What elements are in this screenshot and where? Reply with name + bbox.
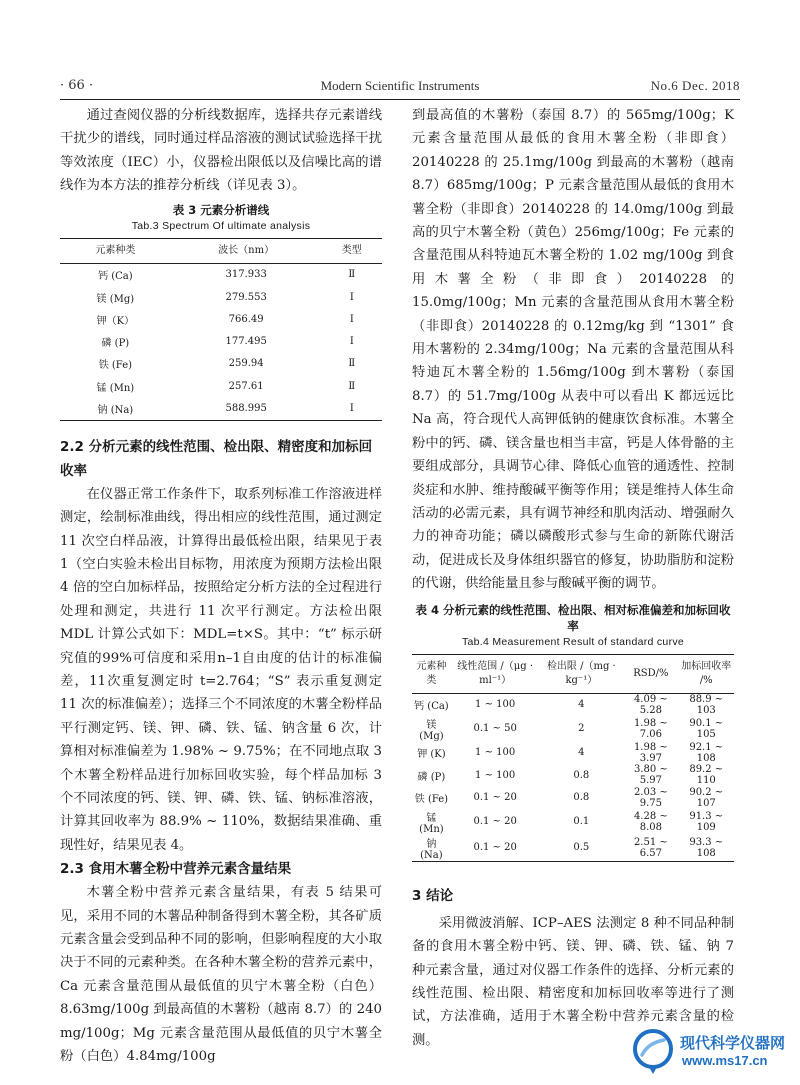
table-row [60, 353, 382, 375]
table-cell: 259.94 [228, 358, 264, 370]
table-cell: Ⅰ [322, 397, 382, 420]
table4-header: 线性范围 /（μg · ml⁻¹） [451, 654, 540, 693]
table-cell: 4 [578, 699, 585, 711]
table4-header: 元素种类 [412, 654, 451, 693]
table-row [60, 331, 382, 353]
table-row [60, 375, 382, 397]
table-cell: 1 ~ 100 [475, 769, 516, 781]
table-cell: 3.80 ~ 5.97 [633, 764, 668, 787]
table-cell: Ⅱ [348, 358, 356, 370]
table-cell: 0.1 ~ 50 [473, 723, 517, 735]
table-row [412, 786, 734, 808]
table-cell: 2.03 ~ 9.75 [633, 786, 668, 809]
table-cell: 1 ~ 100 [475, 699, 516, 711]
table-cell: 磷 (P) [417, 771, 446, 783]
table-cell: 锰 (Mn) [96, 382, 135, 394]
table-row [412, 693, 734, 716]
table4 [412, 654, 734, 862]
table-cell: 4 [578, 747, 585, 759]
table-cell: 0.5 [539, 835, 623, 862]
table-row [60, 286, 382, 308]
table-cell: 88.9 ~ 103 [689, 693, 724, 716]
table-row [412, 835, 734, 862]
left-column [60, 104, 382, 1068]
table-cell: 0.1 ~ 20 [451, 835, 540, 862]
table-cell: 0.1 ~ 20 [473, 792, 517, 804]
table-cell: 90.1 ~ 105 [689, 717, 724, 740]
table-cell: 镁 (Mg) [419, 719, 444, 742]
table3-header: 元素种类 [60, 238, 171, 263]
right-column [412, 104, 734, 1052]
table-cell: 4.09 ~ 5.28 [633, 693, 668, 716]
table-cell: 0.8 [573, 769, 590, 781]
section-2-3-heading: 2.3 食用木薯全粉中营养元素含量结果 [60, 861, 292, 878]
table-cell: 钾（K） [96, 315, 135, 327]
table4-header: RSD/% [623, 654, 678, 693]
table3-header-row [60, 238, 382, 263]
logo-emblem-icon [630, 1028, 676, 1076]
table-cell: 镁 (Mg) [96, 293, 135, 305]
table-cell: Ⅰ [349, 313, 354, 325]
table-cell: Ⅰ [349, 291, 354, 303]
header-rule [60, 99, 740, 100]
continued-paragraph: 到最高值的木薯粉（泰国 8.7）的 565mg/100g；K 元素含量范围从最低的食用木薯全粉（非即食）20140228 的 25.1mg/100g 到最高的木薯粉（越南 8.7）685mg/100g；P 元素含量范围从最低的食用木薯全粉（非即食）20140228 的 14.0mg/100g 到最高的贝宁木薯全粉（黄色）256mg/100g；Fe 元素的含量范围从科特迪瓦木薯全粉的 1.02 mg/100g 到食用木薯全粉（非即食）20140228 的 15.0mg/100g；Mn 元素的含量范围从食用木薯全粉（非即食）20140228 的 0.12mg/kg 到 “1301” 食用木薯粉的 2.34mg/100g；Na 元素的含量范围从科特迪瓦木薯全粉的 1.56mg/100g 到木薯粉（泰国 8.7）的 51.7mg/100g 从表中可以看出 K 都远远比 Na 高，符合现代人高钾低钠的健康饮食标准。木薯全粉中的钙、磷、镁含量也相当丰富，钙是人体骨骼的主要组成部分，具调节心律、降低心血管的通透性、控制炎症和水肿、维持酸碱平衡等作用；镁是维持人体生命活动的必需元素，具有调节神经和肌肉活动、增强耐久力的神奇功能；磷以磷酸形式参与生命的新陈代谢活动，促进成长及身体组织器官的修复，协助脂肪和淀粉的代谢，供给能量且参与酸碱平衡的调节。 [412, 108, 734, 592]
table-cell: 磷 (P) [101, 338, 130, 350]
table-cell: 317.933 [225, 269, 267, 281]
table-cell: 2 [578, 723, 585, 735]
journal-name: Modern Scientific Instruments [320, 78, 480, 93]
table-cell: Ⅱ [348, 380, 356, 392]
table-row [412, 742, 734, 764]
table-row [60, 308, 382, 330]
table4-header: 检出限 /（mg · kg⁻¹） [539, 654, 623, 693]
table-cell: 177.495 [225, 336, 267, 348]
table-cell: Ⅰ [349, 336, 354, 348]
table-cell: Ⅱ [348, 269, 356, 281]
table-cell: 92.1 ~ 108 [689, 741, 724, 764]
logo-name: 现代科学仪器网 [680, 1034, 786, 1052]
table-cell: 257.61 [228, 380, 264, 392]
section-2-2-heading: 2.2 分析元素的线性范围、检出限、精密度和加标回收率 [60, 438, 373, 479]
table-cell: 0.8 [573, 792, 590, 804]
table3-header: 类型 [322, 238, 382, 263]
conclusion-paragraph: 采用微波消解、ICP–AES 法测定 8 种不同品种制备的食用木薯全粉中钙、镁、钾、磷、铁、锰、钠 7 种元素含量，通过对仪器工作条件的选择、分析元素的线性范围、检出限、精密度和加标回收率等进行了测试，方法准确，适用于木薯全粉中营养元素含量的检测。 [412, 915, 734, 1048]
table-cell: 钠 (Na) [412, 835, 451, 862]
table-row [412, 716, 734, 742]
table-cell: 89.2 ~ 110 [689, 764, 724, 787]
table-row [412, 764, 734, 786]
table4-header: 加标回收率 /% [679, 654, 735, 693]
table3-caption: 表 3 元素分析谱线 [172, 202, 270, 217]
issue-date: No.6 Dec. 2018 [650, 78, 740, 93]
table-cell: 0.1 ~ 20 [473, 816, 517, 828]
table-cell: 279.553 [225, 291, 267, 303]
table-cell: 90.2 ~ 107 [689, 786, 724, 809]
table3 [60, 238, 382, 421]
table-cell: 钠 (Na) [60, 397, 171, 420]
table-cell: 钙 (Ca) [414, 701, 449, 713]
table-row [412, 809, 734, 835]
table-row [60, 263, 382, 286]
table3-header: 波长（nm） [171, 238, 322, 263]
table-cell: 588.995 [171, 397, 322, 420]
table-cell: 铁 (Fe) [414, 794, 449, 806]
section-3-heading: 3 结论 [412, 887, 454, 904]
table4-caption: 表 4 分析元素的线性范围、检出限、相对标准偏差和加标回收率 [415, 602, 731, 633]
logo-url[interactable]: www.ms17.cn [682, 1053, 768, 1068]
table-cell: 91.3 ~ 109 [689, 810, 724, 833]
table-cell: 钾 (K) [417, 749, 446, 761]
table4-caption-en: Tab.4 Measurement Result of standard curve [461, 635, 685, 648]
table-cell: 1 ~ 100 [475, 747, 516, 759]
site-logo[interactable] [630, 1028, 795, 1078]
table-cell: 1.98 ~ 3.97 [633, 741, 668, 764]
table-cell: 766.49 [228, 313, 264, 325]
table-cell: 1.98 ~ 7.06 [633, 717, 668, 740]
section-2-3-paragraph: 木薯全粉中营养元素含量结果，有表 5 结果可见，采用不同的木薯品种制备得到木薯全粉，其各矿质元素含量会受到品种不同的影响，但影响程度的大小取决于不同的元素种类。在各种木薯全粉的营养元素中，Ca 元素含量范围从最低值的贝宁木薯全粉（白色）8.63mg/100g 到最高值的木薯粉（越南 8.7）的 240 mg/100g；Mg 元素含量范围从最低值的贝宁木薯全粉（白色）4.84mg/100g [60, 885, 382, 1065]
table-cell: 0.1 [573, 816, 590, 828]
table-cell: 2.51 ~ 6.57 [623, 835, 678, 862]
page-number: · 66 · [60, 78, 94, 93]
table3-caption-en: Tab.3 Spectrum Of ultimate analysis [131, 219, 311, 232]
table-cell: 93.3 ~ 108 [679, 835, 735, 862]
table-row [60, 397, 382, 420]
table-cell: 锰 (Mn) [419, 812, 444, 835]
table-cell: 4.28 ~ 8.08 [633, 810, 668, 833]
intro-paragraph: 通过查阅仪器的分析线数据库，选择共存元素谱线干扰少的谱线，同时通过样品溶液的测试试验选择干扰等效浓度（IEC）小，仪器检出限低以及信噪比高的谱线作为本方法的推荐分析线（详见表 3）。 [60, 108, 382, 194]
table-cell: 铁 (Fe) [98, 360, 133, 372]
running-header [60, 78, 740, 100]
table4-header-row [412, 654, 734, 693]
section-2-2-paragraph: 在仪器正常工作条件下，取系列标准工作溶液进样测定，绘制标准曲线，得出相应的线性范围，通过测定 11 次空白样品液，计算得出最低检出限，结果见于表 1（空白实验未检出目标物，用浓度为预期方法检出限 4 倍的空白加标样品，按照给定分析方法的全过程进行处理和测定，共进行 11 次平行测定。方法检出限 MDL 计算公式如下：MDL=t×S。其中：“t” 标示研究值的99%可信度和采用n–1自由度的估计的标准偏差，11次重复测定时 t=2.764；“S” 表示重复测定 11 次的标准偏差）；选择三个不同浓度的木薯全粉样品平行测定钙、镁、钾、磷、铁、锰、钠含量 6 次，计算相对标准偏差为 1.98% ~ 9.75%；在不同地点取 3 个木薯全粉样品进行加标回收实验，每个样品加标 3 个不同浓度的钙、镁、钾、磷、铁、锰、钠标准溶液，计算其回收率为 88.9% ~ 110%，数据结果准确、重现性好，结果见表 4。 [60, 486, 382, 853]
table-cell: 钙 (Ca) [98, 271, 133, 283]
